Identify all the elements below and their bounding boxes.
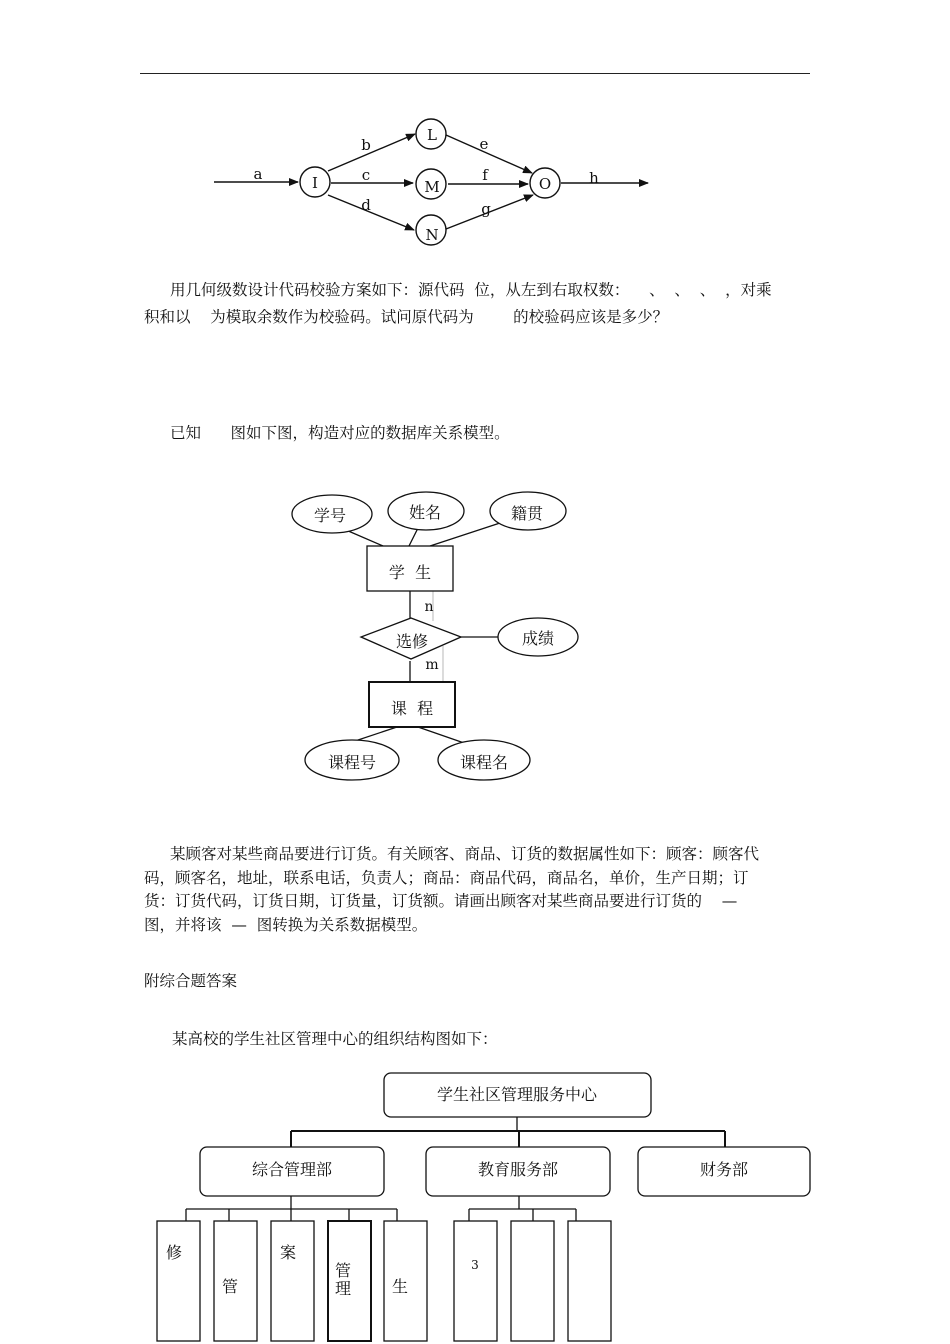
er-attr-course-no: 课程号	[327, 753, 377, 772]
org-sub-label-3: 案	[279, 1243, 297, 1262]
flow-edge-c-label: c	[361, 166, 371, 184]
org-sub-label-2: 管	[221, 1277, 239, 1296]
flow-edge-f-label: f	[482, 166, 488, 184]
q-order-line4: 图，并将该 — 图转换为关系数据模型。	[144, 916, 428, 934]
q-er: 已知 图如下图，构造对应的数据库关系模型。	[170, 424, 510, 442]
org-root-label: 学生社区管理服务中心	[436, 1085, 598, 1104]
flow-edge-e-label: e	[479, 135, 489, 153]
flow-edge-d-label: d	[361, 196, 371, 214]
q-order-line2: 码，顾客名，地址，联系电话，负责人；商品：商品代码，商品名，单价，生产日期；订	[144, 869, 749, 887]
flow-edge-a-label: a	[253, 165, 263, 183]
org-chart	[157, 1073, 810, 1341]
flow-node-n-label: N	[425, 226, 439, 244]
flow-node-o-label: O	[538, 175, 552, 193]
org-sub-label-5: 生	[391, 1277, 409, 1296]
org-sub-box-6	[454, 1221, 497, 1341]
flow-edge-h-label: h	[589, 169, 599, 187]
org-sub-box-3	[271, 1221, 314, 1341]
q-order-line1: 某顾客对某些商品要进行订货。有关顾客、商品、订货的数据属性如下：顾客：顾客代	[170, 845, 760, 863]
er-attr-course-name: 课程名	[459, 753, 509, 772]
org-dept-finance-label: 财务部	[699, 1160, 749, 1179]
org-sub-label-1: 修	[165, 1243, 183, 1262]
flow-node-m-label: M	[424, 178, 440, 196]
flow-edge-b-label: b	[361, 136, 371, 154]
er-entity-course: 课 程	[390, 699, 434, 718]
flow-node-l-label: L	[427, 126, 437, 144]
org-dept-education-label: 教育服务部	[477, 1160, 559, 1179]
org-dept-general-label: 综合管理部	[251, 1160, 333, 1179]
er-attr-name: 姓名	[408, 503, 442, 522]
er-card-n: n	[424, 599, 434, 615]
er-card-m: m	[425, 657, 439, 673]
org-sub-box-1	[157, 1221, 200, 1341]
q-checksum-line1: 用几何级数设计代码校验方案如下：源代码 位，从左到右取权数： 、 、 、 ，对乘	[170, 281, 772, 299]
er-entity-student: 学 生	[388, 563, 432, 582]
er-attr-student-no: 学号	[313, 506, 347, 525]
flow-edge-e	[446, 135, 532, 173]
answers-heading: 附综合题答案	[144, 972, 238, 990]
org-sub-box-7	[511, 1221, 554, 1341]
flow-edge-b	[328, 134, 415, 171]
org-sub-label-6: 3	[471, 1258, 479, 1272]
flow-edge-d	[328, 195, 414, 230]
org-sub-label-4a: 管	[334, 1261, 352, 1280]
er-relation-label: 选修	[395, 632, 429, 651]
er-attr-origin: 籍贯	[510, 504, 544, 523]
org-sub-box-8	[568, 1221, 611, 1341]
org-sub-label-4b: 理	[334, 1279, 352, 1298]
q-order-line3: 货：订货代码，订货日期，订货量，订货额。请画出顾客对某些商品要进行订货的 —	[144, 892, 738, 910]
flow-node-i-label: I	[312, 174, 318, 192]
flow-edge-g-label: g	[481, 200, 491, 218]
q-checksum-line2: 积和以 为模取余数作为校验码。试问原代码为 的校验码应该是多少？	[144, 308, 669, 326]
er-attr-grade: 成绩	[521, 629, 555, 648]
q-org: 某高校的学生社区管理中心的组织结构图如下：	[172, 1030, 498, 1048]
